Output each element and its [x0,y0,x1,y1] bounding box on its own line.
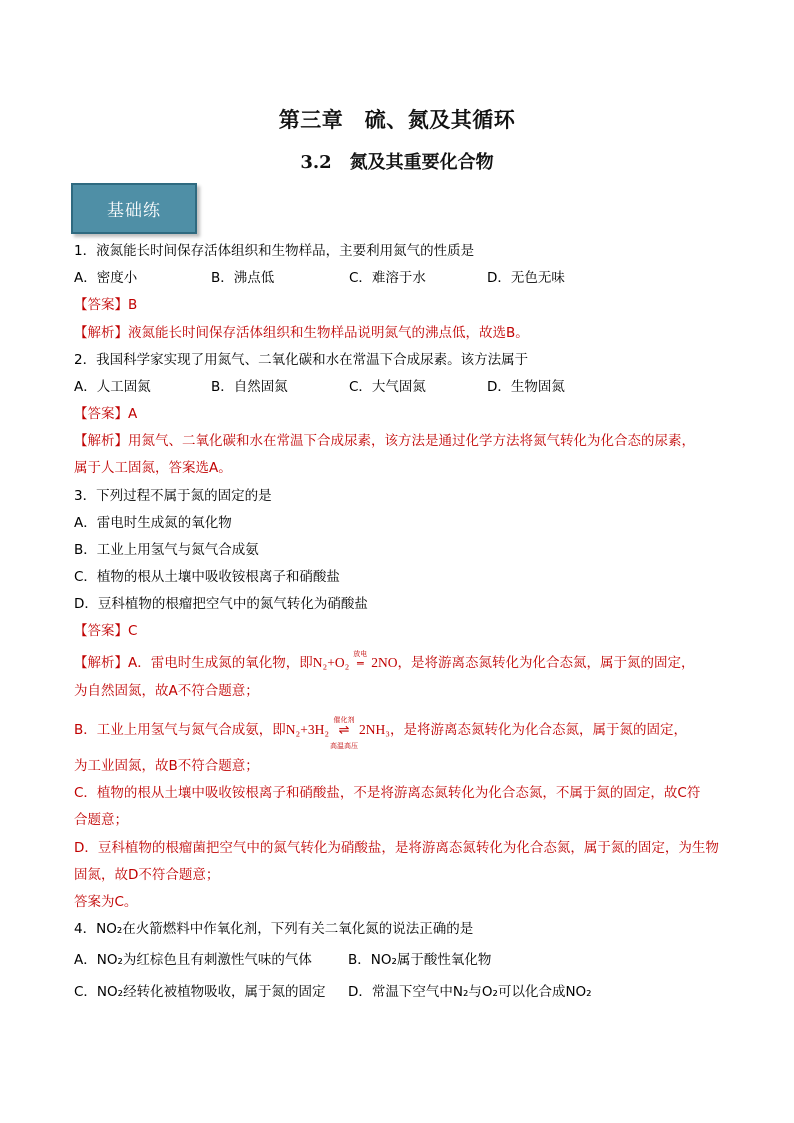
equation-b-right: 2NH₃ [359,722,391,737]
section-title: 3.2 氮及其重要化合物 [300,152,494,173]
q3-conclusion: 答案为C。 [74,894,138,910]
chapter-title: 第三章 硫、氮及其循环 [278,107,516,132]
section-badge-label: 基础练 [107,201,161,221]
q4-option-c: C．NO₂经转化被植物吸收，属于氮的固定 [74,984,326,1000]
q3-option-d: D．豆科植物的根瘤把空气中的氮气转化为硝酸盐 [74,596,368,612]
analysis-a-prefix: A．雷电时生成氮的氧化物，即 [128,655,313,671]
section-badge [71,183,197,234]
q4-option-d: D．常温下空气中N₂与O₂可以化合成NO₂ [348,984,592,1000]
answer-tag: 【答案】 [74,406,128,422]
q2-analysis-line-2: 属于人工固氮，答案选A。 [74,460,232,476]
q4-stem: 4．NO₂在火箭燃料中作氧化剂，下列有关二氧化氮的说法正确的是 [74,921,474,937]
q3-analysis-a-line-1 [74,650,695,674]
q3-answer [74,621,137,641]
answer-value: C [128,623,138,639]
q1-option-a: A．密度小 [74,270,138,286]
q4-option-b: B．NO₂属于酸性氧化物 [348,952,492,968]
analysis-b-prefix: B．工业上用氢气与氮气合成氨，即 [74,722,286,738]
equation-a-condition [349,650,371,674]
answer-tag: 【答案】 [74,297,128,313]
q3-option-a: A．雷电时生成氮的氧化物 [74,515,232,531]
q3-option-b: B．工业上用氢气与氮气合成氨 [74,542,259,558]
q3-analysis-c-line-1: C．植物的根从土壤中吸收铵根离子和硝酸盐，不是将游离态氮转化为化合态氮，不属于氮的固定，故C符 [74,785,701,801]
analysis-text: 液氮能长时间保存活体组织和生物样品说明氮气的沸点低，故选B。 [128,325,529,341]
q2-answer [74,404,137,424]
analysis-b-suffix: ，是将游离态氮转化为化合态氮，属于氮的固定， [390,722,688,738]
q3-analysis-a-line-2: 为自然固氮，故A不符合题意； [74,683,259,699]
q1-analysis [74,323,529,343]
equation-a-left: N₂+O₂ [312,655,350,670]
answer-value: B [128,297,138,313]
q1-option-c: C．难溶于水 [349,270,426,286]
q2-analysis-line-1 [74,431,695,451]
q2-option-a: A．人工固氮 [74,379,151,395]
q3-option-c: C．植物的根从土壤中吸收铵根离子和硝酸盐 [74,569,340,585]
equation-b-left: N₂+3H₂ [285,722,330,737]
equation-b-condition [329,716,359,750]
q3-analysis-d-line-2: 固氮，故D不符合题意； [74,867,220,883]
q3-analysis-b-line-1 [74,716,688,750]
q1-option-b: B．沸点低 [211,270,275,286]
answer-value: A [128,406,138,422]
condition-label: 放电 [353,650,368,658]
q1-answer [74,295,137,315]
analysis-tag: 【解析】 [74,433,128,449]
q3-analysis-d-line-1: D．豆科植物的根瘤菌把空气中的氮气转化为硝酸盐，是将游离态氮转化为化合态氮，属于氮的固定，为生物 [74,840,719,856]
reversible-arrow: ⇌ [338,723,350,738]
q3-stem: 3．下列过程不属于氮的固定的是 [74,488,272,504]
q3-analysis-c-line-2: 合题意； [74,812,128,828]
analysis-tag: 【解析】 [74,655,128,671]
q3-analysis-b-line-2: 为工业固氮，故B不符合题意； [74,758,259,774]
answer-tag: 【答案】 [74,623,128,639]
temperature-pressure-label: 高温高压 [330,742,359,750]
equals-sign: ═ [356,657,364,670]
q2-option-c: C．大气固氮 [349,379,426,395]
analysis-tag: 【解析】 [74,325,128,341]
analysis-text: 用氮气、二氧化碳和水在常温下合成尿素，该方法是通过化学方法将氮气转化为化合态的尿素， [128,433,695,449]
equation-a-right: 2NO [371,655,398,670]
q2-option-d: D．生物固氮 [487,379,565,395]
q4-option-a: A．NO₂为红棕色且有刺激性气味的气体 [74,952,312,968]
q2-option-b: B．自然固氮 [211,379,288,395]
q2-stem: 2．我国科学家实现了用氮气、二氧化碳和水在常温下合成尿素。该方法属于 [74,352,529,368]
catalyst-label: 催化剂 [333,716,355,724]
q1-stem: 1．液氮能长时间保存活体组织和生物样品，主要利用氮气的性质是 [74,243,475,259]
analysis-a-suffix: ，是将游离态氮转化为化合态氮，属于氮的固定， [397,655,695,671]
q1-option-d: D．无色无味 [487,270,565,286]
